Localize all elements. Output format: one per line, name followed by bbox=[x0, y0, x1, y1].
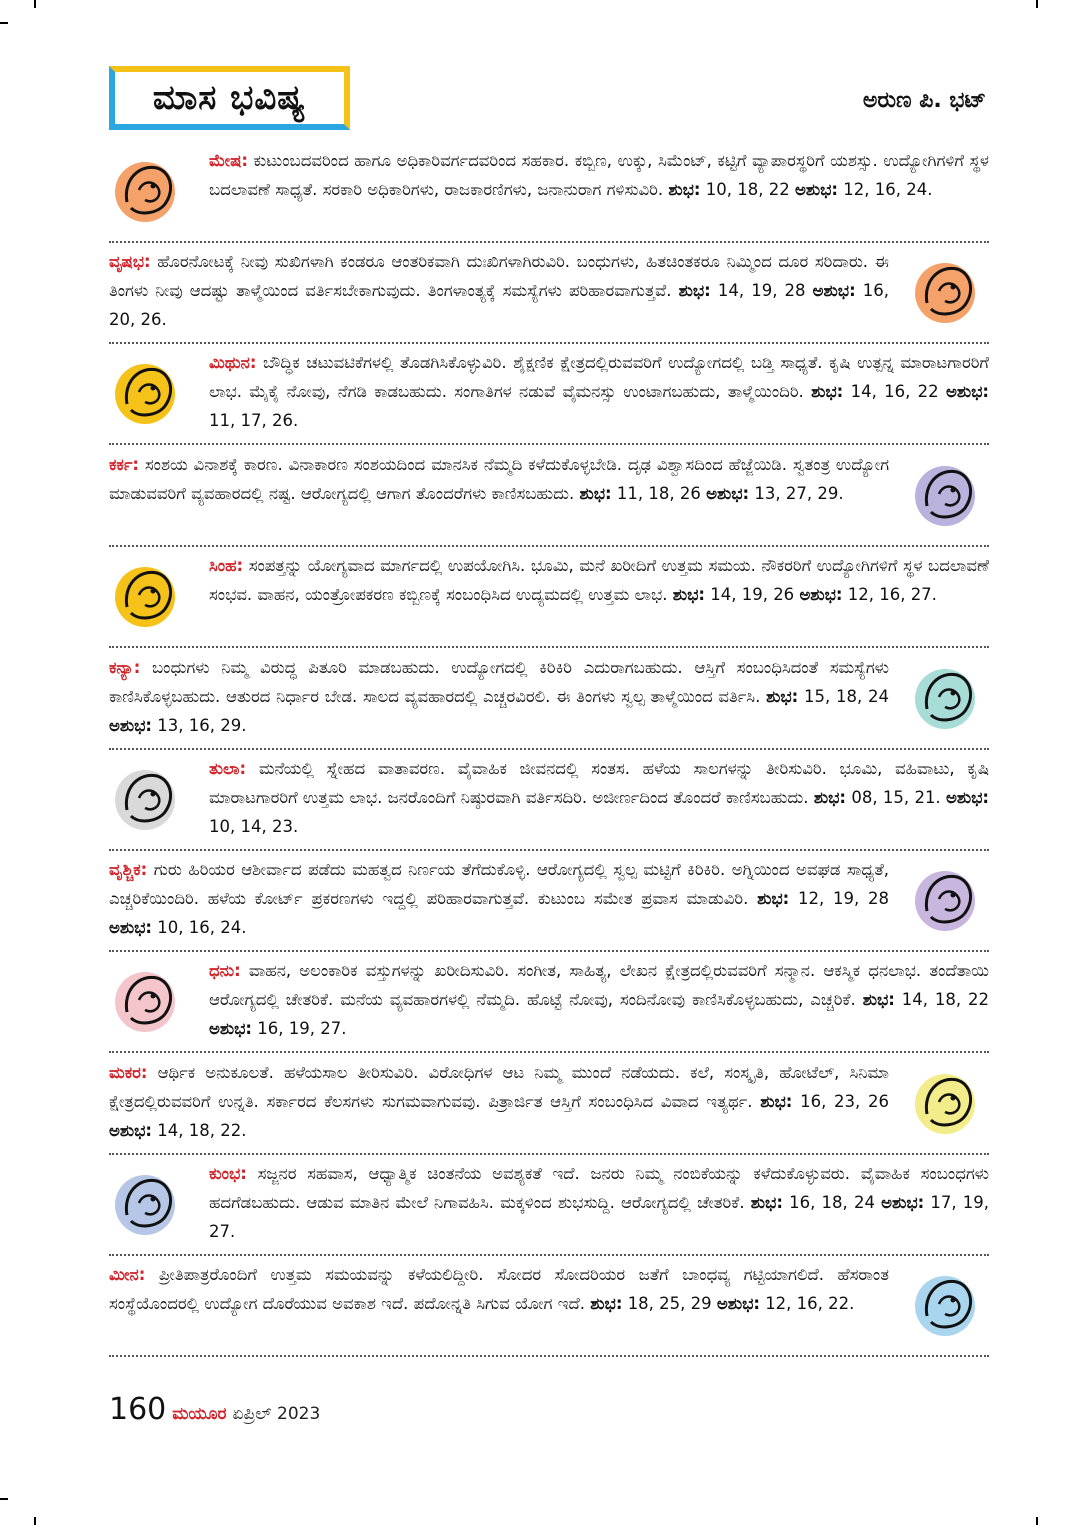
page-footer bbox=[109, 1392, 320, 1427]
good-label: ಶುಭ: bbox=[813, 788, 847, 807]
good-label: ಶುಭ: bbox=[760, 1092, 793, 1111]
bad-days: 10, 16, 24. bbox=[157, 918, 247, 937]
horoscope-entry bbox=[109, 750, 989, 851]
prediction-text: ಆರ್ಥಿಕ ಅನುಕೂಲತೆ. ಹಳೆಯಸಾಲ ತೀರಿಸುವಿರಿ. ವಿರೋಧಿಗಳ ಆಟ ನಿಮ್ಮ ಮುಂದೆ ನಡೆಯದು. ಕಲೆ, ಸಂಸ್ಕೃತಿ, ಹೋಟೆಲ್‌, ಸಿನಿಮಾ ಕ್ಷೇತ್ರದಲ್ಲಿರುವವರಿಗೆ ಉನ್ನತಿ. ಸರ್ಕಾರದ ಕೆಲಸಗಳು ಸುಗಮವಾಗುವವು. ಪಿತ್ರಾರ್ಜಿತ ಆಸ್ತಿಗೆ ಸಂಬಂಧಿಸಿದ ವಿವಾದ ಇತ್ಯರ್ಥ. bbox=[109, 1063, 889, 1111]
good-days: 16, 18, 24 bbox=[789, 1193, 875, 1212]
sign-name: ಧನು: bbox=[209, 961, 241, 980]
issue-date: ಏಪ್ರಿಲ್ 2023 bbox=[232, 1404, 321, 1424]
gemini-twins-icon bbox=[109, 352, 189, 432]
cancer-crab-icon bbox=[909, 454, 989, 534]
prediction-text: ಹೊರನೋಟಕ್ಕೆ ನೀವು ಸುಖಿಗಳಾಗಿ ಕಂಡರೂ ಆಂತರಿಕವಾಗಿ ದುಃಖಿಗಳಾಗಿರುವಿರಿ. ಬಂಧುಗಳು, ಹಿತಚಿಂತಕರೂ ನಿಮ್ಮಿಂದ ದೂರ ಸರಿದಾರು. ಈ ತಿಂಗಳು ನೀವು ಆದಷ್ಟು ತಾಳ್ಮೆಯಿಂದ ವರ್ತಿಸಬೇಕಾಗುವುದು. ತಿಂಗಳಾಂತ್ಯಕ್ಕೆ ಸಮಸ್ಯೆಗಳು ಪರಿಹಾರವಾಗುತ್ತವೆ. bbox=[109, 252, 889, 300]
bad-days: 11, 17, 26. bbox=[209, 411, 299, 430]
good-days: 11, 18, 26 bbox=[616, 484, 701, 503]
horoscope-text bbox=[209, 348, 989, 435]
good-label: ಶುಭ: bbox=[672, 585, 705, 604]
horoscope-entry bbox=[109, 446, 989, 547]
bad-days: 14, 18, 22. bbox=[157, 1121, 247, 1140]
horoscope-text bbox=[109, 450, 889, 508]
good-days: 15, 18, 24 bbox=[804, 687, 890, 706]
good-days: 10, 18, 22 bbox=[705, 180, 790, 199]
leo-lion-icon bbox=[109, 555, 189, 635]
sagittarius-archer-icon bbox=[109, 960, 189, 1040]
taurus-bull-icon bbox=[909, 251, 989, 331]
bad-label: ಅಶುಭ: bbox=[946, 788, 990, 807]
sign-name: ಕನ್ಯಾ: bbox=[109, 658, 141, 677]
good-label: ಶುಭ: bbox=[811, 382, 844, 401]
bad-label: ಅಶುಭ: bbox=[795, 180, 839, 199]
horoscope-entry bbox=[109, 1054, 989, 1155]
aries-ram-icon bbox=[109, 150, 189, 230]
crop-mark bbox=[34, 1517, 36, 1525]
page-title: ಮಾಸ ಭವಿಷ್ಯ bbox=[152, 78, 307, 118]
bad-label: ಅಶುಭ: bbox=[812, 281, 856, 300]
crop-mark bbox=[1036, 0, 1038, 8]
prediction-text: ಕುಟುಂಬದವರಿಂದ ಹಾಗೂ ಅಧಿಕಾರಿವರ್ಗದವರಿಂದ ಸಹಕಾರ. ಕಬ್ಬಿಣ, ಉಕ್ಕು, ಸಿಮೆಂಟ್‌, ಕಟ್ಟಿಗೆ ವ್ಯಾಪಾರಸ್ಥರಿಗೆ ಯಶಸ್ಸು. ಉದ್ಯೋಗಿಗಳಿಗೆ ಸ್ಥಳ ಬದಲಾವಣೆ ಸಾಧ್ಯತೆ. ಸರಕಾರಿ ಅಧಿಕಾರಿಗಳು, ರಾಜಕಾರಣಿಗಳು, ಜನಾನುರಾಗ ಗಳಿಸುವಿರಿ. bbox=[209, 151, 989, 199]
prediction-text: ಮನೆಯಲ್ಲಿ ಸ್ನೇಹದ ವಾತಾವರಣ. ವೈವಾಹಿಕ ಜೀವನದಲ್ಲಿ ಸಂತಸ. ಹಳೆಯ ಸಾಲಗಳನ್ನು ತೀರಿಸುವಿರಿ. ಭೂಮಿ, ವಹಿವಾಟು, ಕೃಷಿ ಮಾರಾಟಗಾರರಿಗೆ ಉತ್ತಮ ಲಾಭ. ಜನರೊಂದಿಗೆ ನಿಷ್ಠುರವಾಗಿ ವರ್ತಿಸದಿರಿ. ಅಜೀರ್ಣದಿಂದ ತೊಂದರೆ ಕಾಣಿಸಬಹುದು. bbox=[209, 759, 989, 807]
prediction-text: ಸಂಶಯ ವಿನಾಶಕ್ಕೆ ಕಾರಣ. ವಿನಾಕಾರಣ ಸಂಶಯದಿಂದ ಮಾನಸಿಕ ನೆಮ್ಮದಿ ಕಳೆದುಕೊಳ್ಳಬೇಡಿ. ದೃಢ ವಿಶ್ವಾಸದಿಂದ ಹೆಜ್ಜೆಯಿಡಿ. ಸ್ವತಂತ್ರ ಉದ್ಯೋಗ ಮಾಡುವವರಿಗೆ ವ್ಯವಹಾರದಲ್ಲಿ ನಷ್ಟ. ಆರೋಗ್ಯದಲ್ಲಿ ಆಗಾಗ ತೊಂದರೆಗಳು ಕಾಣಿಸಬಹುದು. bbox=[109, 455, 889, 503]
good-label: ಶುಭ: bbox=[862, 990, 895, 1009]
magazine-name: ಮಯೂರ bbox=[172, 1404, 227, 1424]
prediction-text: ಪ್ರೀತಿಪಾತ್ರರೊಂದಿಗೆ ಉತ್ತಮ ಸಮಯವನ್ನು ಕಳೆಯಲಿದ್ದೀರಿ. ಸೋದರ ಸೋದರಿಯರ ಜತೆಗೆ ಬಾಂಧವ್ಯ ಗಟ್ಟಿಯಾಗಲಿದೆ. ಹೆಸರಾಂತ ಸಂಸ್ಥೆಯೊಂದರಲ್ಲಿ ಉದ್ಯೋಗ ದೊರೆಯುವ ಅವಕಾಶ ಇದೆ. ಪದೋನ್ನತಿ ಸಿಗುವ ಯೋಗ ಇದೆ. bbox=[109, 1265, 889, 1313]
horoscope-text bbox=[209, 1159, 989, 1246]
horoscope-text bbox=[109, 1260, 889, 1318]
bad-label: ಅಶುಭ: bbox=[109, 918, 153, 937]
crop-mark bbox=[34, 0, 36, 8]
sign-name: ಮಿಥುನ: bbox=[209, 353, 257, 372]
crop-mark bbox=[1036, 1517, 1038, 1525]
crop-mark bbox=[0, 22, 8, 24]
aquarius-pot-icon bbox=[109, 1163, 189, 1243]
good-days: 14, 18, 22 bbox=[901, 990, 990, 1009]
horoscope-entry bbox=[109, 1155, 989, 1256]
bad-label: ಅಶುಭ: bbox=[706, 484, 750, 503]
bad-days: 16, 20, 26. bbox=[109, 281, 890, 329]
bad-days: 16, 19, 27. bbox=[257, 1019, 347, 1038]
bad-label: ಅಶುಭ: bbox=[799, 585, 843, 604]
bad-days: 17, 19, 27. bbox=[209, 1193, 990, 1241]
author-name: ಅರುಣ ಪಿ. ಭಟ್ bbox=[862, 88, 986, 113]
good-days: 18, 25, 29 bbox=[627, 1294, 712, 1313]
title-box bbox=[109, 66, 350, 130]
sign-name: ವೃಷಭ: bbox=[109, 252, 151, 271]
good-days: 14, 19, 26 bbox=[710, 585, 795, 604]
good-label: ಶುಭ: bbox=[750, 1193, 783, 1212]
sign-name: ತುಲಾ: bbox=[209, 759, 247, 778]
good-days: 16, 23, 26 bbox=[800, 1092, 890, 1111]
pisces-fish-icon bbox=[909, 1264, 989, 1344]
capricorn-crocodile-icon bbox=[909, 1062, 989, 1142]
virgo-maiden-icon bbox=[909, 657, 989, 737]
bad-days: 13, 16, 29. bbox=[157, 716, 247, 735]
crop-mark bbox=[0, 1498, 8, 1500]
horoscope-text bbox=[209, 956, 989, 1043]
horoscope-entry bbox=[109, 649, 989, 750]
prediction-text: ಗುರು ಹಿರಿಯರ ಆಶೀರ್ವಾದ ಪಡೆದು ಮಹತ್ವದ ನಿರ್ಣಯ ತೆಗೆದುಕೊಳ್ಳಿ. ಆರೋಗ್ಯದಲ್ಲಿ ಸ್ವಲ್ಪ ಮಟ್ಟಿಗೆ ಕಿರಿಕಿರಿ. ಅಗ್ನಿಯಿಂದ ಅವಘಡ ಸಾಧ್ಯತೆ, ಎಚ್ಚರಿಕೆಯಿಂದಿರಿ. ಹಳೆಯ ಕೋರ್ಟ್‌ ಪ್ರಕರಣಗಳು ಇದ್ದಲ್ಲಿ ಪರಿಹಾರವಾಗುತ್ತವೆ. ಕುಟುಂಬ ಸಮೇತ ಪ್ರವಾಸ ಮಾಡುವಿರಿ. bbox=[109, 860, 889, 908]
scorpio-scorpion-icon bbox=[909, 859, 989, 939]
horoscope-text bbox=[209, 146, 989, 204]
sign-name: ವೃಶ್ಚಿಕ: bbox=[109, 860, 148, 879]
good-days: 08, 15, 21. bbox=[851, 788, 941, 807]
horoscope-entry bbox=[109, 243, 989, 344]
sign-name: ಮೀನ: bbox=[109, 1265, 146, 1284]
bad-label: ಅಶುಭ: bbox=[945, 382, 990, 401]
bad-label: ಅಶುಭ: bbox=[109, 1121, 153, 1140]
horoscope-text bbox=[209, 754, 989, 841]
bad-days: 12, 16, 24. bbox=[843, 180, 933, 199]
sign-name: ಕರ್ಕ: bbox=[109, 455, 139, 474]
prediction-text: ಬಂಧುಗಳು ನಿಮ್ಮ ವಿರುದ್ಧ ಪಿತೂರಿ ಮಾಡಬಹುದು. ಉದ್ಯೋಗದಲ್ಲಿ ಕಿರಿಕಿರಿ ಎದುರಾಗಬಹುದು. ಆಸ್ತಿಗೆ ಸಂಬಂಧಿಸಿದಂತೆ ಸಮಸ್ಯೆಗಳು ಕಾಣಿಸಿಕೊಳ್ಳಬಹುದು. ಆತುರದ ನಿರ್ಧಾರ ಬೇಡ. ಸಾಲದ ವ್ಯವಹಾರದಲ್ಲಿ ಎಚ್ಚರವಿರಲಿ. ಈ ತಿಂಗಳು ಸ್ವಲ್ಪ ತಾಳ್ಮೆಯಿಂದ ವರ್ತಿಸಿ. bbox=[109, 658, 889, 706]
bad-days: 13, 27, 29. bbox=[754, 484, 844, 503]
horoscope-text bbox=[209, 551, 989, 609]
good-label: ಶುಭ: bbox=[668, 180, 701, 199]
bad-days: 12, 16, 22. bbox=[765, 1294, 855, 1313]
horoscope-text bbox=[109, 855, 889, 942]
prediction-text: ಸಜ್ಜನರ ಸಹವಾಸ, ಆಧ್ಯಾತ್ಮಿಕ ಚಿಂತನೆಯ ಅವಶ್ಯಕತೆ ಇದೆ. ಜನರು ನಿಮ್ಮ ನಂಬಿಕೆಯನ್ನು ಕಳೆದುಕೊಳ್ಳುವರು. ವೈವಾಹಿಕ ಸಂಬಂಧಗಳು ಹದಗೆಡಬಹುದು. ಆಡುವ ಮಾತಿನ ಮೇಲೆ ನಿಗಾವಹಿಸಿ. ಮಕ್ಕಳಿಂದ ಶುಭಸುದ್ದಿ. ಆರೋಗ್ಯದಲ್ಲಿ ಚೇತರಿಕೆ. bbox=[209, 1164, 989, 1212]
bad-days: 10, 14, 23. bbox=[209, 817, 299, 836]
horoscope-text bbox=[109, 653, 889, 740]
bad-label: ಅಶುಭ: bbox=[881, 1193, 925, 1212]
good-days: 14, 16, 22 bbox=[850, 382, 939, 401]
sign-name: ಸಿಂಹ: bbox=[209, 556, 244, 575]
prediction-text: ವಾಹನ, ಅಲಂಕಾರಿಕ ವಸ್ತುಗಳನ್ನು ಖರೀದಿಸುವಿರಿ. ಸಂಗೀತ, ಸಾಹಿತ್ಯ, ಲೇಖನ ಕ್ಷೇತ್ರದಲ್ಲಿರುವವರಿಗೆ ಸನ್ಮಾನ. ಆಕಸ್ಮಿಕ ಧನಲಾಭ. ತಂದೆತಾಯಿ ಆರೋಗ್ಯದಲ್ಲಿ ಚೇತರಿಕೆ. ಮನೆಯ ವ್ಯವಹಾರಗಳಲ್ಲಿ ನೆಮ್ಮದಿ. ಹೊಟ್ಟೆ ನೋವು, ಸಂದಿನೋವು ಕಾಣಿಸಿಕೊಳ್ಳಬಹುದು, ಎಚ್ಚರಿಕೆ. bbox=[209, 961, 989, 1009]
libra-scales-icon bbox=[109, 758, 189, 838]
sign-name: ಮೇಷ: bbox=[209, 151, 248, 170]
sign-name: ಕುಂಭ: bbox=[209, 1164, 247, 1183]
bad-label: ಅಶುಭ: bbox=[209, 1019, 253, 1038]
horoscope-entry bbox=[109, 851, 989, 952]
bad-label: ಅಶುಭ: bbox=[716, 1294, 760, 1313]
horoscope-entry bbox=[109, 547, 989, 648]
bad-label: ಅಶುಭ: bbox=[109, 716, 153, 735]
good-label: ಶುಭ: bbox=[757, 889, 790, 908]
good-days: 14, 19, 28 bbox=[717, 281, 806, 300]
prediction-text: ಸಂಪತ್ತನ್ನು ಯೋಗ್ಯವಾದ ಮಾರ್ಗದಲ್ಲಿ ಉಪಯೋಗಿಸಿ. ಭೂಮಿ, ಮನೆ ಖರೀದಿಗೆ ಉತ್ತಮ ಸಮಯ. ನೌಕರರಿಗೆ ಉದ್ಯೋಗಿಗಳಿಗೆ ಸ್ಥಳ ಬದಲಾವಣೆ ಸಂಭವ. ವಾಹನ, ಯಂತ್ರೋಪಕರಣ ಕಬ್ಬಿಣಕ್ಕೆ ಸಂಬಂಧಿಸಿದ ಉದ್ಯಮದಲ್ಲಿ ಉತ್ತಮ ಲಾಭ. bbox=[209, 556, 989, 604]
good-label: ಶುಭ: bbox=[678, 281, 711, 300]
good-label: ಶುಭ: bbox=[766, 687, 799, 706]
horoscope-entry bbox=[109, 952, 989, 1053]
good-days: 12, 19, 28 bbox=[798, 889, 890, 908]
horoscope-text bbox=[109, 1058, 889, 1145]
sign-name: ಮಕರ: bbox=[109, 1063, 148, 1082]
horoscope-entry bbox=[109, 1256, 989, 1357]
good-label: ಶುಭ: bbox=[579, 484, 612, 503]
prediction-text: ಬೌದ್ಧಿಕ ಚಟುವಟಿಕೆಗಳಲ್ಲಿ ತೊಡಗಿಸಿಕೊಳ್ಳುವಿರಿ. ಶೈಕ್ಷಣಿಕ ಕ್ಷೇತ್ರದಲ್ಲಿರುವವರಿಗೆ ಉದ್ಯೋಗದಲ್ಲಿ ಬಡ್ತಿ ಸಾಧ್ಯತೆ. ಕೃಷಿ ಉತ್ಪನ್ನ ಮಾರಾಟಗಾರರಿಗೆ ಲಾಭ. ಮೈಕೈ ನೋವು, ನೆಗಡಿ ಕಾಡಬಹುದು. ಸಂಗಾತಿಗಳ ನಡುವೆ ವೈಮನಸ್ಸು ಉಂಟಾಗಬಹುದು, ತಾಳ್ಮೆಯಿಂದಿರಿ. bbox=[209, 353, 989, 401]
bad-days: 12, 16, 27. bbox=[847, 585, 937, 604]
horoscope-text bbox=[109, 247, 889, 334]
page-number: 160 bbox=[109, 1392, 167, 1427]
horoscope-entry bbox=[109, 142, 989, 243]
good-label: ಶುಭ: bbox=[590, 1294, 623, 1313]
horoscope-entry bbox=[109, 344, 989, 445]
